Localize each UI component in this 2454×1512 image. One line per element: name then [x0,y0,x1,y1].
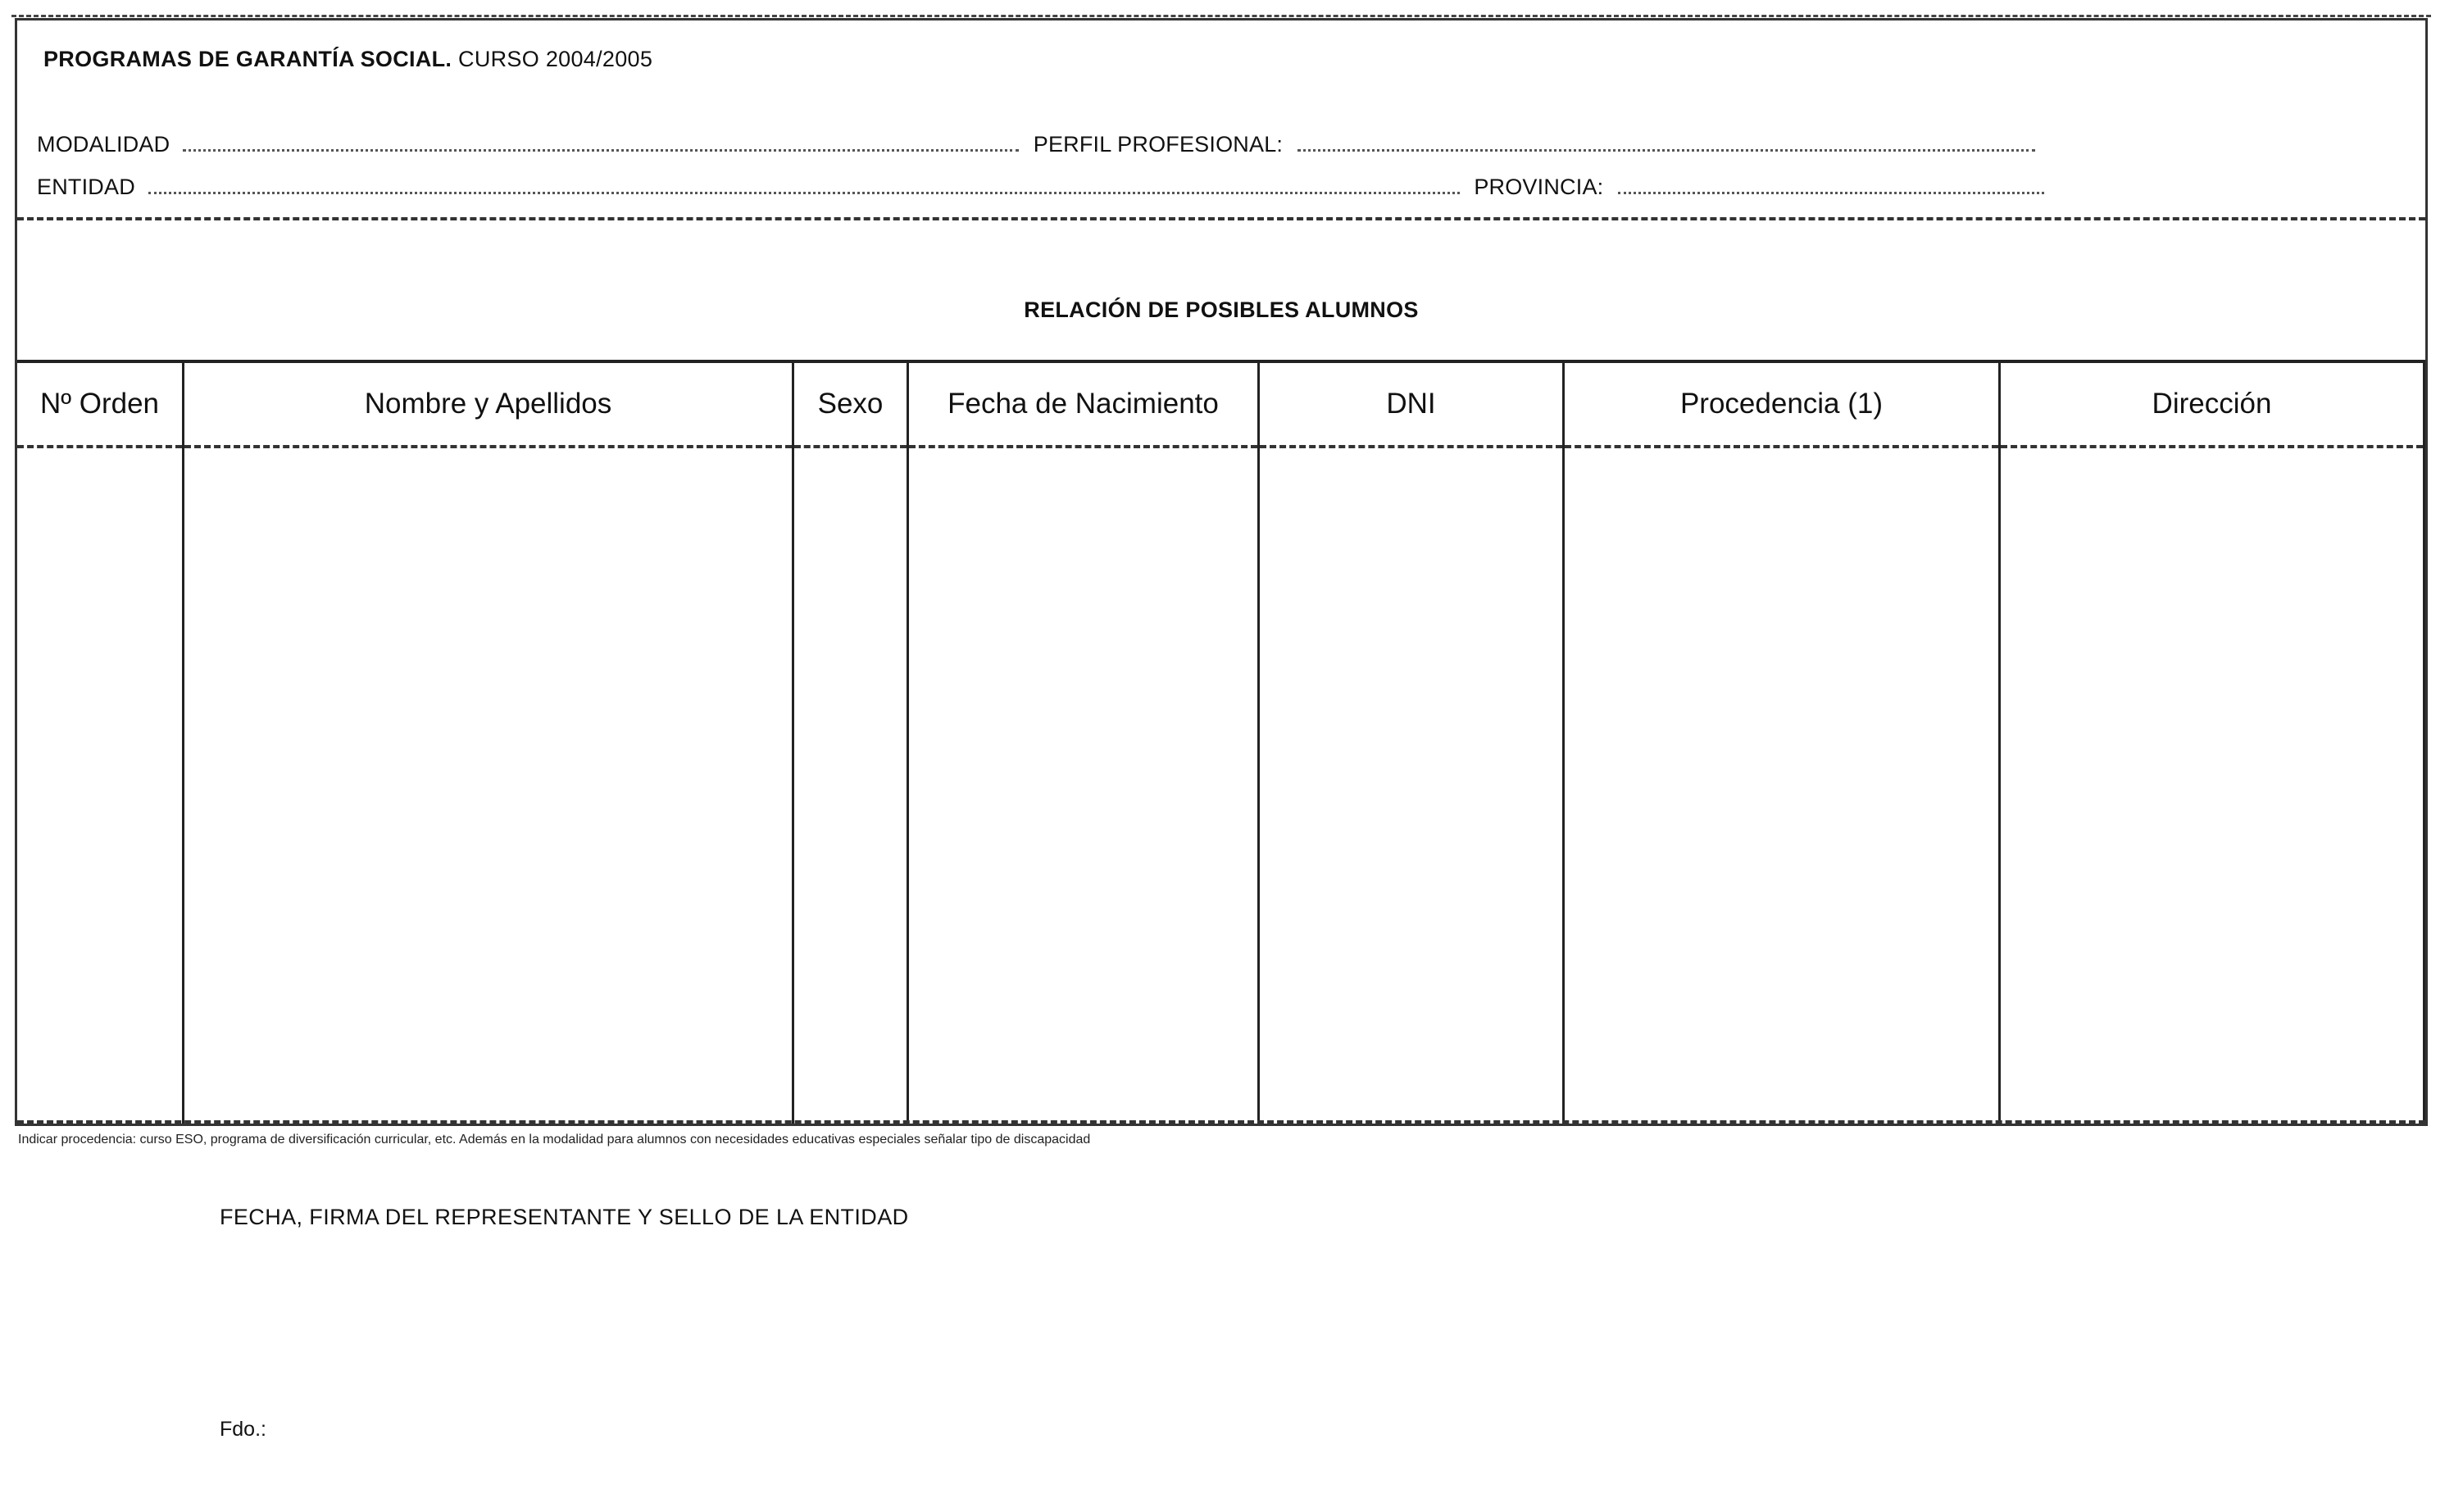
column-procedencia [1565,363,2001,1124]
entidad-row [37,175,2044,200]
column-fecha-nacimiento [909,363,1260,1124]
column-header-fecha-nacimiento: Fecha de Nacimiento [909,363,1257,448]
column-sexo [794,363,909,1124]
column-cells-procedencia[interactable] [1565,452,1998,1124]
top-dashed-rule [11,15,2431,17]
perfil-profesional-label: PERFIL PROFESIONAL: [1033,132,1284,157]
perfil-profesional-field[interactable] [1297,138,2035,152]
form-frame [15,18,2428,1126]
form-title-main: PROGRAMAS DE GARANTÍA SOCIAL. [43,47,452,71]
column-cells-dni[interactable] [1260,452,1562,1124]
modalidad-label: MODALIDAD [37,132,170,157]
column-header-orden: Nº Orden [17,363,182,448]
form-header [17,20,2425,220]
form-title [43,47,652,72]
modalidad-field[interactable] [183,138,1019,152]
column-header-procedencia: Procedencia (1) [1565,363,1998,448]
section-title-block [17,217,2425,363]
column-cells-sexo[interactable] [794,452,907,1124]
column-orden [17,363,184,1124]
column-dni [1260,363,1565,1124]
footnote: Indicar procedencia: curso ESO, programa de diversificación curricular, etc. Además en la modalidad para alumnos con necesidades educativas especiales señalar tipo de discapacidad [18,1133,1091,1146]
column-header-dni: DNI [1260,363,1562,448]
column-cells-orden[interactable] [17,452,182,1124]
column-cells-nombre[interactable] [184,452,792,1124]
entidad-field[interactable] [148,180,1460,194]
column-cells-direccion[interactable] [2001,452,2423,1124]
form-title-course: CURSO 2004/2005 [458,47,653,71]
table-bottom-rule [17,1120,2425,1124]
column-header-sexo: Sexo [794,363,907,448]
alumnos-table [17,363,2425,1124]
provincia-field[interactable] [1618,180,2044,194]
provincia-label: PROVINCIA: [1474,175,1604,199]
column-direccion [2001,363,2425,1124]
entidad-label: ENTIDAD [37,175,135,199]
column-header-nombre: Nombre y Apellidos [184,363,792,448]
column-cells-fecha-nacimiento[interactable] [909,452,1257,1124]
section-title: RELACIÓN DE POSIBLES ALUMNOS [1024,297,1419,322]
column-nombre [184,363,794,1124]
signature-label: FECHA, FIRMA DEL REPRESENTANTE Y SELLO DE LA ENTIDAD [220,1205,909,1229]
modalidad-row [37,132,2035,157]
fdo-label: Fdo.: [220,1418,266,1441]
column-header-direccion: Dirección [2001,363,2423,448]
